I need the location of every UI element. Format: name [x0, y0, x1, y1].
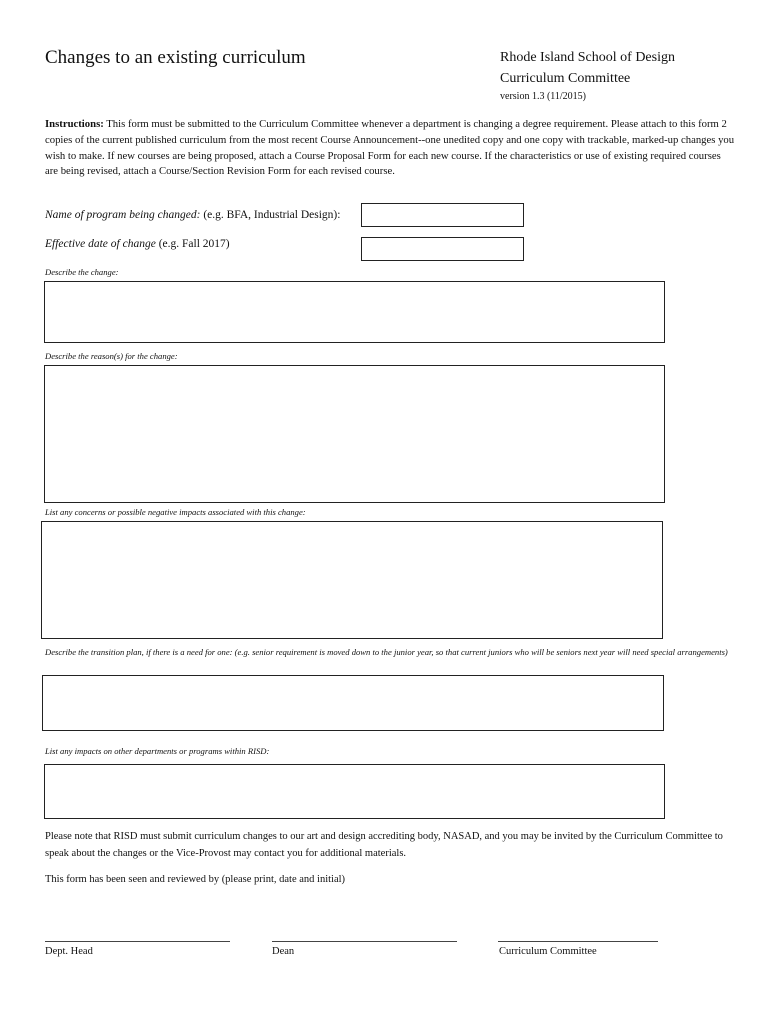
other-impacts-field[interactable] [44, 764, 665, 819]
program-name-field[interactable] [361, 203, 524, 227]
concerns-field[interactable] [41, 521, 663, 639]
effective-date-label-text: Effective date of change [45, 238, 156, 250]
other-impacts-label: List any impacts on other departments or programs within RISD: [45, 746, 270, 756]
committee-signature-line[interactable] [498, 941, 658, 942]
describe-reasons-label: Describe the reason(s) for the change: [45, 351, 178, 361]
effective-date-field[interactable] [361, 237, 524, 261]
describe-reasons-field[interactable] [44, 365, 665, 503]
dean-label: Dean [272, 946, 295, 957]
form-title: Changes to an existing curriculum [45, 47, 306, 68]
effective-date-hint: (e.g. Fall 2017) [155, 238, 230, 250]
dept-head-signature-line[interactable] [45, 941, 230, 942]
form-version: version 1.3 (11/2015) [500, 91, 587, 102]
instructions-paragraph [45, 117, 735, 180]
reviewed-by-text: This form has been seen and reviewed by (please print, date and initial) [45, 874, 346, 885]
describe-change-label: Describe the change: [45, 267, 119, 277]
effective-date-label [45, 238, 230, 250]
program-name-label [45, 209, 340, 221]
committee-name: Curriculum Committee [500, 71, 631, 86]
institution-name: Rhode Island School of Design [500, 50, 675, 65]
transition-plan-label: Describe the transition plan, if there is a need for one: (e.g. senior requirement is moved down to the junior year, so that current juniors who will be seniors next year will need special arrangements) [45, 647, 728, 657]
program-name-label-text: Name of program being changed: [45, 209, 201, 221]
instructions-label: Instructions: [45, 118, 104, 130]
describe-change-field[interactable] [44, 281, 665, 343]
transition-plan-field[interactable] [42, 675, 664, 731]
committee-label: Curriculum Committee [499, 946, 597, 957]
program-name-hint: (e.g. BFA, Industrial Design): [200, 209, 341, 221]
concerns-label: List any concerns or possible negative impacts associated with this change: [45, 507, 306, 517]
accreditation-note: Please note that RISD must submit curriculum changes to our art and design accrediting body, NASAD, and you may be invited by the Curriculum Committee to speak about the changes or the Vice-Provost may contact you for additional materials. [45, 831, 723, 859]
instructions-text: This form must be submitted to the Curriculum Committee whenever a department is changing a degree requirement. Please attach to this form 2 copies of the current published curriculum from the most recent Course Announcement--one unedited copy and one copy with trackable, marked-up changes you wish to make. If new courses are being proposed, attach a Course Proposal Form for each new course. If the characteristics or use of existing required courses are being revised, attach a Course/Section Revision Form for each revised course. [45, 118, 735, 178]
dept-head-label: Dept. Head [45, 946, 93, 957]
dean-signature-line[interactable] [272, 941, 457, 942]
